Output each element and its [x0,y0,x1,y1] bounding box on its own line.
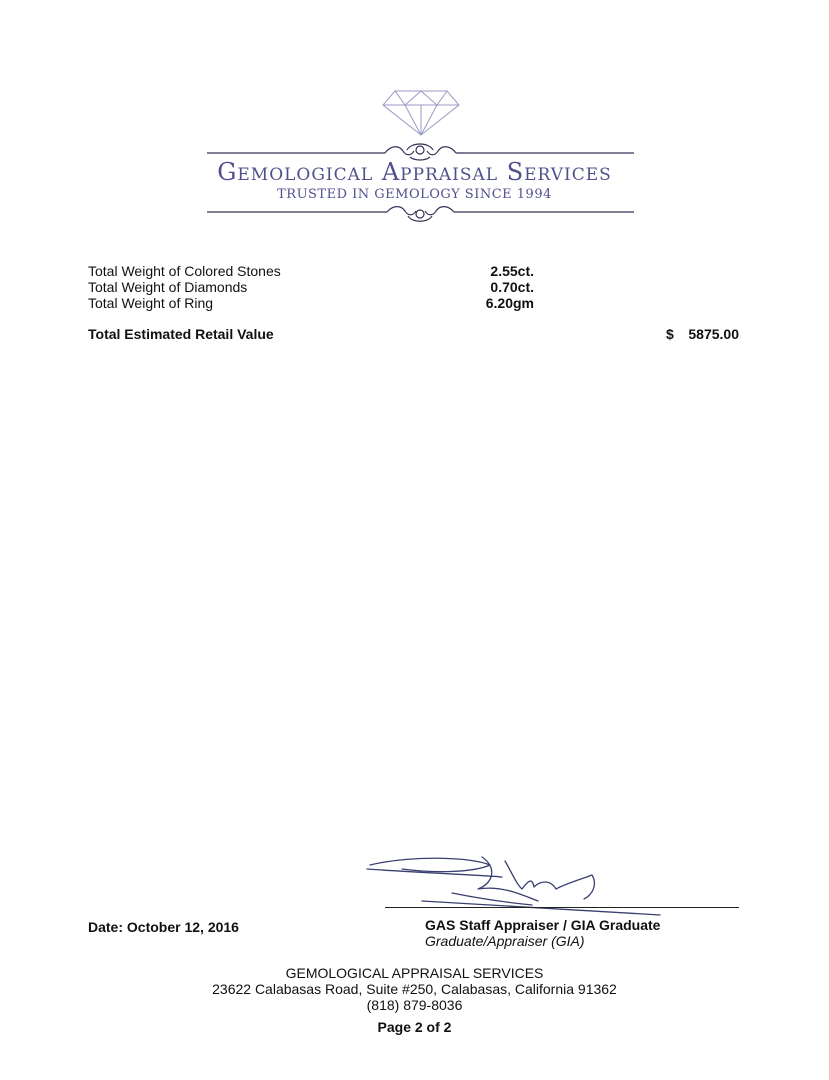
bottom-flourish-divider [207,202,634,224]
summary-row-label: Total Weight of Colored Stones [88,263,281,279]
appraiser-title: GAS Staff Appraiser / GIA Graduate [425,917,661,933]
appraisal-date: Date: October 12, 2016 [88,919,239,935]
footer-company: GEMOLOGICAL APPRAISAL SERVICES [285,965,544,981]
summary-row-value: 0.70ct. [490,279,534,295]
diamond-logo-icon [381,89,461,137]
footer-address: 23622 Calabasas Road, Suite #250, Calabasas, California 91362 [212,981,617,997]
page-number: Page 2 of 2 [377,1019,452,1035]
summary-row-label: Total Weight of Ring [88,295,214,311]
company-name: Gemological Appraisal Services [217,158,612,186]
summary-row-label: Total Weight of Diamonds [88,279,248,295]
summary-row-value: 2.55ct. [490,263,534,279]
total-retail-value-label: Total Estimated Retail Value [88,326,274,342]
appraiser-subtitle: Graduate/Appraiser (GIA) [425,933,585,949]
signature-line [385,907,739,908]
total-retail-value: 5875.00 [688,326,739,342]
company-tagline: TRUSTED IN GEMOLOGY SINCE 1994 [277,187,552,202]
summary-row-value: 6.20gm [485,295,534,311]
currency-symbol: $ [666,326,674,342]
footer-phone: (818) 879-8036 [366,997,463,1013]
